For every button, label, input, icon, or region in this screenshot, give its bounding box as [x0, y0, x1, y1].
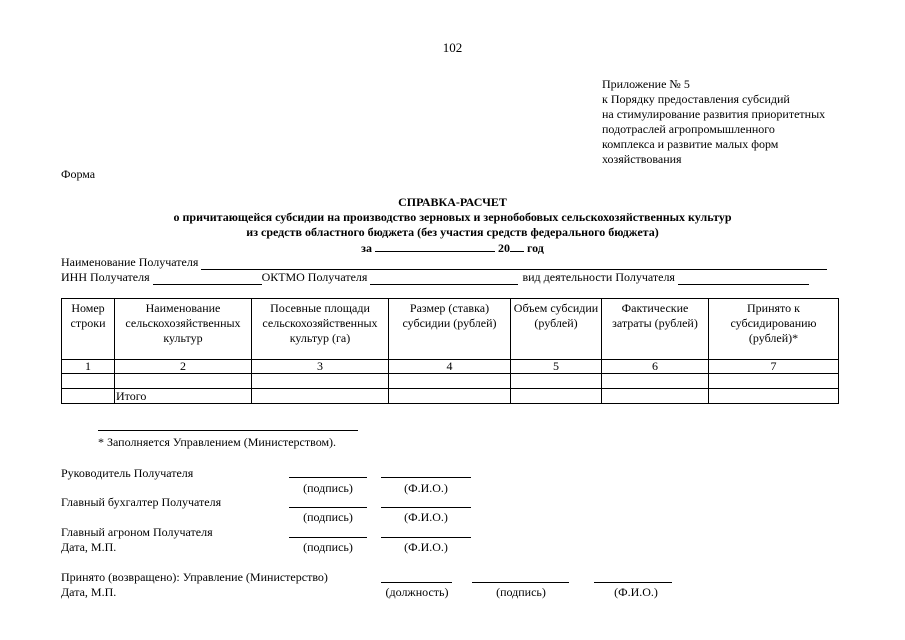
agronomist-signature-label: Главный агроном Получателя: [61, 525, 213, 539]
table-cell[interactable]: [389, 389, 511, 404]
name-caption: (Ф.И.О.): [614, 585, 658, 599]
appendix-line: подотраслей агропромышленного: [602, 122, 775, 136]
date-mp-label: Дата, М.П.: [61, 540, 117, 554]
head-signature-line[interactable]: [289, 477, 367, 478]
column-number: 5: [511, 360, 602, 374]
column-number-row: [62, 360, 839, 374]
accepted-signature-line[interactable]: [472, 582, 569, 583]
appendix-note: [602, 77, 825, 167]
table-cell[interactable]: [602, 374, 709, 389]
accountant-signature-line[interactable]: [289, 507, 367, 508]
column-number: 2: [115, 360, 252, 374]
header-cell: Размер (ставка) субсидии (рублей): [389, 299, 511, 360]
title-line-1: СПРАВКА-РАСЧЕТ: [398, 195, 507, 209]
page-number: 102: [442, 40, 463, 55]
table-row: [62, 374, 839, 389]
calculation-table: [61, 298, 839, 404]
accepted-date-mp-label: Дата, М.П.: [61, 585, 117, 599]
header-cell: Объем субсидии (рублей): [511, 299, 602, 360]
title-line-2: о причитающейся субсидии на производство зерновых и зернобобовых сельскохозяйственных культур: [173, 210, 732, 224]
table-cell[interactable]: [511, 389, 602, 404]
appendix-line: на стимулирование развития приоритетных: [602, 107, 826, 121]
signature-caption: (подпись): [303, 540, 353, 554]
column-number: 6: [602, 360, 709, 374]
appendix-line: Приложение № 5: [602, 77, 690, 91]
appendix-line: хозяйствования: [602, 152, 682, 166]
header-cell: Наименование сельскохозяйственных культур: [115, 299, 252, 360]
table-cell[interactable]: [62, 389, 115, 404]
column-number: 1: [62, 360, 115, 374]
table-cell[interactable]: [511, 374, 602, 389]
inn-label: ИНН Получателя: [61, 270, 150, 284]
header-cell: Принято к субсидированию (рублей)*: [709, 299, 839, 360]
agronomist-signature-line[interactable]: [289, 537, 367, 538]
header-cell: Номер строки: [62, 299, 115, 360]
accountant-signature-label: Главный бухгалтер Получателя: [61, 495, 222, 509]
table-cell[interactable]: [389, 374, 511, 389]
period-suffix: год: [526, 241, 544, 255]
footnote: * Заполняется Управлением (Министерством).: [98, 435, 337, 449]
accepted-name-line[interactable]: [594, 582, 672, 583]
document-title: [0, 195, 905, 255]
signature-caption: (подпись): [303, 481, 353, 495]
table-cell[interactable]: [62, 374, 115, 389]
oktmo-field[interactable]: [370, 273, 518, 285]
signature-caption: (подпись): [496, 585, 546, 599]
table-cell[interactable]: [602, 389, 709, 404]
column-number: 3: [252, 360, 389, 374]
accepted-label: Принято (возвращено): Управление (Министерство): [61, 570, 328, 584]
recipient-name-label: Наименование Получателя: [61, 255, 199, 269]
table-cell[interactable]: [709, 374, 839, 389]
recipient-name-row: [61, 255, 827, 270]
period-prefix: за: [361, 241, 372, 255]
title-line-4: [0, 240, 905, 255]
year-blank[interactable]: [510, 240, 524, 252]
table-cell[interactable]: [709, 389, 839, 404]
signature-caption: (подпись): [303, 510, 353, 524]
head-name-line[interactable]: [381, 477, 471, 478]
inn-row: [61, 270, 809, 285]
position-line[interactable]: [381, 582, 452, 583]
title-line-3: из средств областного бюджета (без участия средств федерального бюджета): [246, 225, 659, 239]
accountant-name-line[interactable]: [381, 507, 471, 508]
head-signature-label: Руководитель Получателя: [61, 466, 194, 480]
period-year: 20: [497, 241, 510, 255]
table-header-row: [62, 299, 839, 360]
footnote-separator: [98, 430, 358, 431]
column-number: 7: [709, 360, 839, 374]
appendix-line: к Порядку предоставления субсидий: [602, 92, 790, 106]
form-label: Форма: [61, 167, 96, 181]
oktmo-label: ОКТМО Получателя: [261, 270, 368, 284]
period-blank[interactable]: [375, 240, 495, 252]
appendix-line: комплекса и развитие малых форм: [602, 137, 779, 151]
table-cell[interactable]: [252, 374, 389, 389]
column-number: 4: [389, 360, 511, 374]
header-cell: Посевные площади сельскохозяйственных культур (га): [252, 299, 389, 360]
total-row: [62, 389, 839, 404]
agronomist-name-line[interactable]: [381, 537, 471, 538]
recipient-name-field[interactable]: [201, 258, 827, 270]
inn-field[interactable]: [153, 273, 262, 285]
name-caption: (Ф.И.О.): [404, 510, 448, 524]
total-label: Итого: [115, 389, 252, 404]
position-caption: (должность): [385, 585, 449, 599]
activity-field[interactable]: [678, 273, 809, 285]
header-cell: Фактические затраты (рублей): [602, 299, 709, 360]
name-caption: (Ф.И.О.): [404, 481, 448, 495]
name-caption: (Ф.И.О.): [404, 540, 448, 554]
table-cell[interactable]: [115, 374, 252, 389]
activity-label: вид деятельности Получателя: [522, 270, 675, 284]
table-cell[interactable]: [252, 389, 389, 404]
